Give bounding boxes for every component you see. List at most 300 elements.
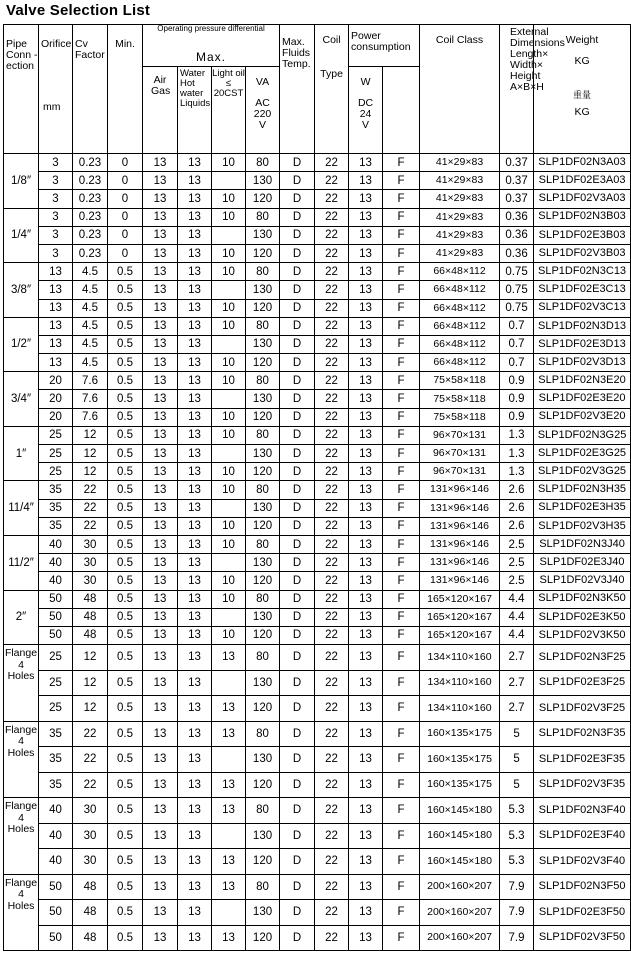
- coil-type-cell: D: [280, 317, 315, 335]
- air-gas-cell: 13: [143, 696, 178, 722]
- coil-type-header: Coil Type: [315, 25, 349, 154]
- min-pressure-cell: 0.5: [108, 874, 143, 900]
- weight-cell: 4.4: [500, 590, 534, 608]
- power-w-cell: 13: [349, 317, 383, 335]
- power-va-cell: 22: [315, 499, 349, 517]
- min-pressure-cell: 0.5: [108, 445, 143, 463]
- power-w-cell: 13: [349, 445, 383, 463]
- fluid-temp-cell: 130: [246, 445, 280, 463]
- light-oil-cell: 10: [212, 572, 246, 590]
- table-row: [4, 299, 631, 317]
- water-cell: 13: [178, 408, 212, 426]
- power-va-cell: 22: [315, 823, 349, 849]
- dimensions-cell: 131×96×146: [420, 554, 500, 572]
- power-va-cell: 22: [315, 190, 349, 208]
- coil-type-cell: D: [280, 154, 315, 172]
- air-gas-cell: 13: [143, 823, 178, 849]
- fluid-temp-cell: 130: [246, 747, 280, 773]
- coil-type-cell: D: [280, 335, 315, 353]
- table-row: [4, 590, 631, 608]
- table-row: [4, 572, 631, 590]
- power-va-cell: 22: [315, 354, 349, 372]
- coil-class-cell: F: [383, 390, 420, 408]
- power-w-cell: 13: [349, 554, 383, 572]
- coil-class-cell: F: [383, 900, 420, 926]
- model-code-cell: SLP1DF02E3K50: [534, 608, 631, 626]
- power-w-cell: 13: [349, 535, 383, 553]
- table-row: [4, 626, 631, 644]
- model-code-cell: SLP1DF02E3J40: [534, 554, 631, 572]
- min-pressure-cell: 0.5: [108, 281, 143, 299]
- air-gas-cell: 13: [143, 299, 178, 317]
- light-oil-cell: 10: [212, 244, 246, 262]
- air-gas-cell: 13: [143, 645, 178, 671]
- power-va-cell: 22: [315, 299, 349, 317]
- cv-cell: 0.23: [73, 244, 108, 262]
- table-header: [4, 25, 631, 154]
- air-gas-cell: 13: [143, 317, 178, 335]
- water-cell: 13: [178, 721, 212, 747]
- power-va-cell: 22: [315, 608, 349, 626]
- coil-class-cell: F: [383, 696, 420, 722]
- table-row: [4, 849, 631, 875]
- water-cell: 13: [178, 317, 212, 335]
- pipe-size-cell: 1″: [4, 426, 39, 481]
- dimensions-cell: 160×145×180: [420, 823, 500, 849]
- cv-cell: 30: [73, 798, 108, 824]
- power-va-cell: 22: [315, 772, 349, 798]
- table-row: [4, 281, 631, 299]
- coil-class-cell: F: [383, 481, 420, 499]
- dimensions-cell: 66×48×112: [420, 317, 500, 335]
- dimensions-cell: 96×70×131: [420, 445, 500, 463]
- air-gas-cell: 13: [143, 626, 178, 644]
- water-header: Water Hot water Liquids: [178, 67, 212, 154]
- cv-cell: 22: [73, 481, 108, 499]
- fluid-temp-cell: 120: [246, 299, 280, 317]
- water-cell: 13: [178, 874, 212, 900]
- table-row: [4, 463, 631, 481]
- table-row: [4, 354, 631, 372]
- orifice-cell: 13: [39, 281, 73, 299]
- fluid-temp-cell: 80: [246, 721, 280, 747]
- fluid-temp-cell: 120: [246, 696, 280, 722]
- fluid-temp-cell: 80: [246, 798, 280, 824]
- coil-class-cell: F: [383, 408, 420, 426]
- weight-cell: 0.36: [500, 226, 534, 244]
- cv-cell: 30: [73, 823, 108, 849]
- weight-cell: 5: [500, 747, 534, 773]
- power-va-cell: 22: [315, 372, 349, 390]
- model-code-cell: SLP1DF02V3K50: [534, 626, 631, 644]
- orifice-cell: 35: [39, 721, 73, 747]
- coil-class-cell: F: [383, 535, 420, 553]
- fluid-temp-cell: 80: [246, 874, 280, 900]
- model-code-cell: SLP1DF02N3C13: [534, 263, 631, 281]
- cv-cell: 7.6: [73, 408, 108, 426]
- orifice-cell: 25: [39, 426, 73, 444]
- coil-class-cell: F: [383, 154, 420, 172]
- orifice-cell: 50: [39, 900, 73, 926]
- power-w-cell: 13: [349, 372, 383, 390]
- weight-cell: 0.9: [500, 390, 534, 408]
- light-oil-cell: 13: [212, 925, 246, 951]
- dimensions-cell: 165×120×167: [420, 590, 500, 608]
- weight-cell: 0.37: [500, 172, 534, 190]
- coil-type-cell: D: [280, 517, 315, 535]
- power-va-cell: 22: [315, 590, 349, 608]
- weight-cell: 0.75: [500, 281, 534, 299]
- pipe-size-cell: Flange 4 Holes: [4, 874, 39, 951]
- dimensions-cell: 200×160×207: [420, 925, 500, 951]
- power-va-cell: 22: [315, 445, 349, 463]
- min-pressure-cell: 0.5: [108, 408, 143, 426]
- coil-type-cell: D: [280, 554, 315, 572]
- power-va-cell: 22: [315, 390, 349, 408]
- coil-type-cell: D: [280, 408, 315, 426]
- cv-cell: 30: [73, 554, 108, 572]
- water-cell: 13: [178, 226, 212, 244]
- coil-type-cell: D: [280, 849, 315, 875]
- cv-cell: 22: [73, 747, 108, 773]
- power-w-cell: 13: [349, 849, 383, 875]
- power-va-cell: 22: [315, 408, 349, 426]
- light-oil-cell: [212, 554, 246, 572]
- air-gas-cell: 13: [143, 670, 178, 696]
- water-cell: 13: [178, 208, 212, 226]
- cv-cell: 30: [73, 849, 108, 875]
- coil-type-cell: D: [280, 721, 315, 747]
- fluid-temp-cell: 130: [246, 390, 280, 408]
- water-cell: 13: [178, 299, 212, 317]
- fluid-temp-cell: 120: [246, 925, 280, 951]
- fluid-temp-cell: 80: [246, 317, 280, 335]
- table-row: [4, 535, 631, 553]
- water-cell: 13: [178, 823, 212, 849]
- power-va-cell: 22: [315, 798, 349, 824]
- power-w-cell: 13: [349, 925, 383, 951]
- table-row: [4, 372, 631, 390]
- coil-type-cell: D: [280, 445, 315, 463]
- power-w-cell: 13: [349, 823, 383, 849]
- cv-cell: 22: [73, 517, 108, 535]
- light-oil-cell: 10: [212, 317, 246, 335]
- power-va-cell: 22: [315, 925, 349, 951]
- fluid-temp-cell: 120: [246, 354, 280, 372]
- weight-cell: 0.75: [500, 299, 534, 317]
- min-pressure-cell: 0.5: [108, 463, 143, 481]
- coil-type-cell: D: [280, 925, 315, 951]
- orifice-cell: 13: [39, 299, 73, 317]
- coil-class-cell: F: [383, 226, 420, 244]
- dimensions-cell: 134×110×160: [420, 696, 500, 722]
- water-cell: 13: [178, 499, 212, 517]
- power-w-cell: 13: [349, 900, 383, 926]
- model-code-cell: SLP1DF02E3F25: [534, 670, 631, 696]
- weight-cell: 0.37: [500, 154, 534, 172]
- coil-class-cell: F: [383, 499, 420, 517]
- weight-cell: 7.9: [500, 900, 534, 926]
- fluid-temp-cell: 80: [246, 208, 280, 226]
- water-cell: 13: [178, 154, 212, 172]
- op-diff-header: Operating pressure differential: [143, 25, 280, 37]
- dimensions-cell: 160×145×180: [420, 849, 500, 875]
- coil-class-cell: F: [383, 925, 420, 951]
- orifice-cell: 50: [39, 925, 73, 951]
- coil-type-cell: D: [280, 590, 315, 608]
- weight-cell: 4.4: [500, 608, 534, 626]
- min-pressure-cell: 0.5: [108, 299, 143, 317]
- weight-cell: 0.7: [500, 354, 534, 372]
- power-va-cell: 22: [315, 226, 349, 244]
- orifice-cell: 40: [39, 823, 73, 849]
- coil-class-cell: F: [383, 645, 420, 671]
- orifice-cell: 35: [39, 517, 73, 535]
- water-cell: 13: [178, 390, 212, 408]
- model-code-cell: SLP1DF02N3H35: [534, 481, 631, 499]
- power-va-cell: 22: [315, 426, 349, 444]
- power-w-cell: 13: [349, 390, 383, 408]
- cv-cell: 48: [73, 608, 108, 626]
- cv-cell: 4.5: [73, 299, 108, 317]
- min-pressure-cell: 0: [108, 172, 143, 190]
- pipe-size-cell: 3/4″: [4, 372, 39, 427]
- orifice-cell: 35: [39, 481, 73, 499]
- model-code-cell: SLP1DF02V3B03: [534, 244, 631, 262]
- min-pressure-cell: 0.5: [108, 798, 143, 824]
- orifice-cell: 35: [39, 747, 73, 773]
- coil-type-cell: D: [280, 372, 315, 390]
- coil-class-cell: F: [383, 517, 420, 535]
- water-cell: 13: [178, 263, 212, 281]
- model-code-cell: SLP1DF02N3G25: [534, 426, 631, 444]
- coil-class-cell: F: [383, 354, 420, 372]
- weight-cell: 2.6: [500, 517, 534, 535]
- power-va-cell: 22: [315, 900, 349, 926]
- model-code-cell: SLP1DF02E3C13: [534, 281, 631, 299]
- water-cell: 13: [178, 696, 212, 722]
- water-cell: 13: [178, 608, 212, 626]
- pipe-size-cell: Flange 4 Holes: [4, 721, 39, 798]
- table-row: [4, 721, 631, 747]
- water-cell: 13: [178, 354, 212, 372]
- model-code-cell: SLP1DF02N3F25: [534, 645, 631, 671]
- dimensions-cell: 134×110×160: [420, 645, 500, 671]
- light-oil-cell: [212, 823, 246, 849]
- coil-class-cell: F: [383, 874, 420, 900]
- model-code-cell: SLP1DF02V3F25: [534, 696, 631, 722]
- power-w-cell: 13: [349, 798, 383, 824]
- dimensions-cell: 160×145×180: [420, 798, 500, 824]
- power-w-cell: 13: [349, 874, 383, 900]
- weight-cell: 2.5: [500, 535, 534, 553]
- fluid-temp-cell: 120: [246, 626, 280, 644]
- table-row: [4, 263, 631, 281]
- dimensions-cell: 75×58×118: [420, 408, 500, 426]
- table-row: [4, 244, 631, 262]
- coil-class-cell: F: [383, 772, 420, 798]
- coil-type-cell: D: [280, 299, 315, 317]
- min-header: Min.: [108, 25, 143, 154]
- power-va-cell: 22: [315, 463, 349, 481]
- table-row: [4, 696, 631, 722]
- weight-cell: 5: [500, 772, 534, 798]
- water-cell: 13: [178, 626, 212, 644]
- power-w-cell: 13: [349, 226, 383, 244]
- coil-type-cell: D: [280, 463, 315, 481]
- power-va-cell: 22: [315, 535, 349, 553]
- air-gas-cell: 13: [143, 226, 178, 244]
- table-row: [4, 772, 631, 798]
- light-oil-cell: [212, 445, 246, 463]
- cv-cell: 48: [73, 874, 108, 900]
- light-oil-cell: 13: [212, 696, 246, 722]
- dimensions-cell: 96×70×131: [420, 463, 500, 481]
- fluid-temp-cell: 130: [246, 335, 280, 353]
- fluid-temp-cell: 120: [246, 463, 280, 481]
- cv-header: Cv Factor: [73, 25, 108, 154]
- min-pressure-cell: 0.5: [108, 572, 143, 590]
- orifice-cell: 25: [39, 696, 73, 722]
- orifice-cell: 20: [39, 408, 73, 426]
- weight-cell: 0.36: [500, 244, 534, 262]
- cv-cell: 12: [73, 463, 108, 481]
- coil-type-cell: D: [280, 645, 315, 671]
- orifice-cell: 40: [39, 535, 73, 553]
- water-cell: 13: [178, 645, 212, 671]
- light-oil-cell: [212, 390, 246, 408]
- air-gas-cell: 13: [143, 608, 178, 626]
- coil-type-cell: D: [280, 190, 315, 208]
- table-row: [4, 226, 631, 244]
- water-cell: 13: [178, 372, 212, 390]
- pipe-size-cell: 11/4″: [4, 481, 39, 536]
- cv-cell: 12: [73, 696, 108, 722]
- power-w-cell: 13: [349, 772, 383, 798]
- power-w-cell: 13: [349, 172, 383, 190]
- table-row: [4, 208, 631, 226]
- air-gas-cell: 13: [143, 747, 178, 773]
- coil-type-cell: D: [280, 426, 315, 444]
- power-va-cell: 22: [315, 154, 349, 172]
- power-va-cell: 22: [315, 670, 349, 696]
- orifice-cell: 25: [39, 463, 73, 481]
- coil-type-cell: D: [280, 263, 315, 281]
- weight-cell: 1.3: [500, 445, 534, 463]
- table-row: [4, 172, 631, 190]
- orifice-cell: 25: [39, 670, 73, 696]
- power-va-cell: 22: [315, 517, 349, 535]
- light-oil-cell: 10: [212, 299, 246, 317]
- table-row: [4, 670, 631, 696]
- min-pressure-cell: 0.5: [108, 608, 143, 626]
- air-gas-cell: 13: [143, 408, 178, 426]
- coil-class-cell: F: [383, 572, 420, 590]
- water-cell: 13: [178, 445, 212, 463]
- min-pressure-cell: 0.5: [108, 747, 143, 773]
- light-oil-cell: 10: [212, 535, 246, 553]
- water-cell: 13: [178, 554, 212, 572]
- fluid-temp-cell: 80: [246, 590, 280, 608]
- air-gas-cell: 13: [143, 154, 178, 172]
- fluid-temp-cell: 120: [246, 849, 280, 875]
- min-pressure-cell: 0.5: [108, 263, 143, 281]
- coil-class-cell: F: [383, 823, 420, 849]
- light-oil-cell: [212, 900, 246, 926]
- fluid-temp-cell: 130: [246, 608, 280, 626]
- min-pressure-cell: 0.5: [108, 900, 143, 926]
- table-row: [4, 823, 631, 849]
- dimensions-cell: 75×58×118: [420, 372, 500, 390]
- table-row: [4, 874, 631, 900]
- model-code-cell: SLP1DF02V3J40: [534, 572, 631, 590]
- air-gas-cell: 13: [143, 208, 178, 226]
- orifice-cell: 3: [39, 226, 73, 244]
- light-oil-cell: [212, 226, 246, 244]
- coil-type-cell: D: [280, 798, 315, 824]
- fluid-temp-cell: 130: [246, 554, 280, 572]
- weight-cell: 1.3: [500, 463, 534, 481]
- min-pressure-cell: 0.5: [108, 645, 143, 671]
- light-oil-cell: [212, 747, 246, 773]
- light-oil-cell: 10: [212, 208, 246, 226]
- coil-class-cell: F: [383, 608, 420, 626]
- power-va-cell: 22: [315, 208, 349, 226]
- cv-cell: 48: [73, 626, 108, 644]
- table-row: [4, 154, 631, 172]
- dimensions-cell: 96×70×131: [420, 426, 500, 444]
- coil-type-cell: D: [280, 281, 315, 299]
- weight-cell: 5.3: [500, 849, 534, 875]
- power-w-cell: 13: [349, 517, 383, 535]
- fluid-temp-cell: 120: [246, 244, 280, 262]
- min-pressure-cell: 0.5: [108, 696, 143, 722]
- light-oil-cell: 10: [212, 263, 246, 281]
- coil-class-cell: F: [383, 747, 420, 773]
- dimensions-cell: 160×135×175: [420, 721, 500, 747]
- model-code-cell: SLP1DF02N3B03: [534, 208, 631, 226]
- coil-type-cell: D: [280, 823, 315, 849]
- model-code-cell: SLP1DF02E3F40: [534, 823, 631, 849]
- model-code-cell: SLP1DF02N3J40: [534, 535, 631, 553]
- dimensions-cell: 66×48×112: [420, 281, 500, 299]
- orifice-cell: 20: [39, 372, 73, 390]
- fluid-temp-cell: 130: [246, 226, 280, 244]
- cv-cell: 0.23: [73, 226, 108, 244]
- coil-class-cell: F: [383, 626, 420, 644]
- min-pressure-cell: 0.5: [108, 849, 143, 875]
- min-pressure-cell: 0.5: [108, 372, 143, 390]
- air-gas-cell: 13: [143, 517, 178, 535]
- air-gas-cell: 13: [143, 335, 178, 353]
- dimensions-cell: 131×96×146: [420, 481, 500, 499]
- va-header: VA AC 220 V: [246, 67, 280, 154]
- dimensions-cell: 134×110×160: [420, 670, 500, 696]
- power-va-cell: 22: [315, 172, 349, 190]
- light-oil-cell: 10: [212, 190, 246, 208]
- cv-cell: 7.6: [73, 390, 108, 408]
- water-cell: 13: [178, 426, 212, 444]
- min-pressure-cell: 0.5: [108, 670, 143, 696]
- coil-class-cell: F: [383, 463, 420, 481]
- light-oil-cell: [212, 335, 246, 353]
- air-gas-cell: 13: [143, 772, 178, 798]
- dimensions-cell: 75×58×118: [420, 390, 500, 408]
- min-pressure-cell: 0.5: [108, 335, 143, 353]
- power-va-cell: 22: [315, 244, 349, 262]
- coil-class-cell: F: [383, 317, 420, 335]
- min-pressure-cell: 0.5: [108, 772, 143, 798]
